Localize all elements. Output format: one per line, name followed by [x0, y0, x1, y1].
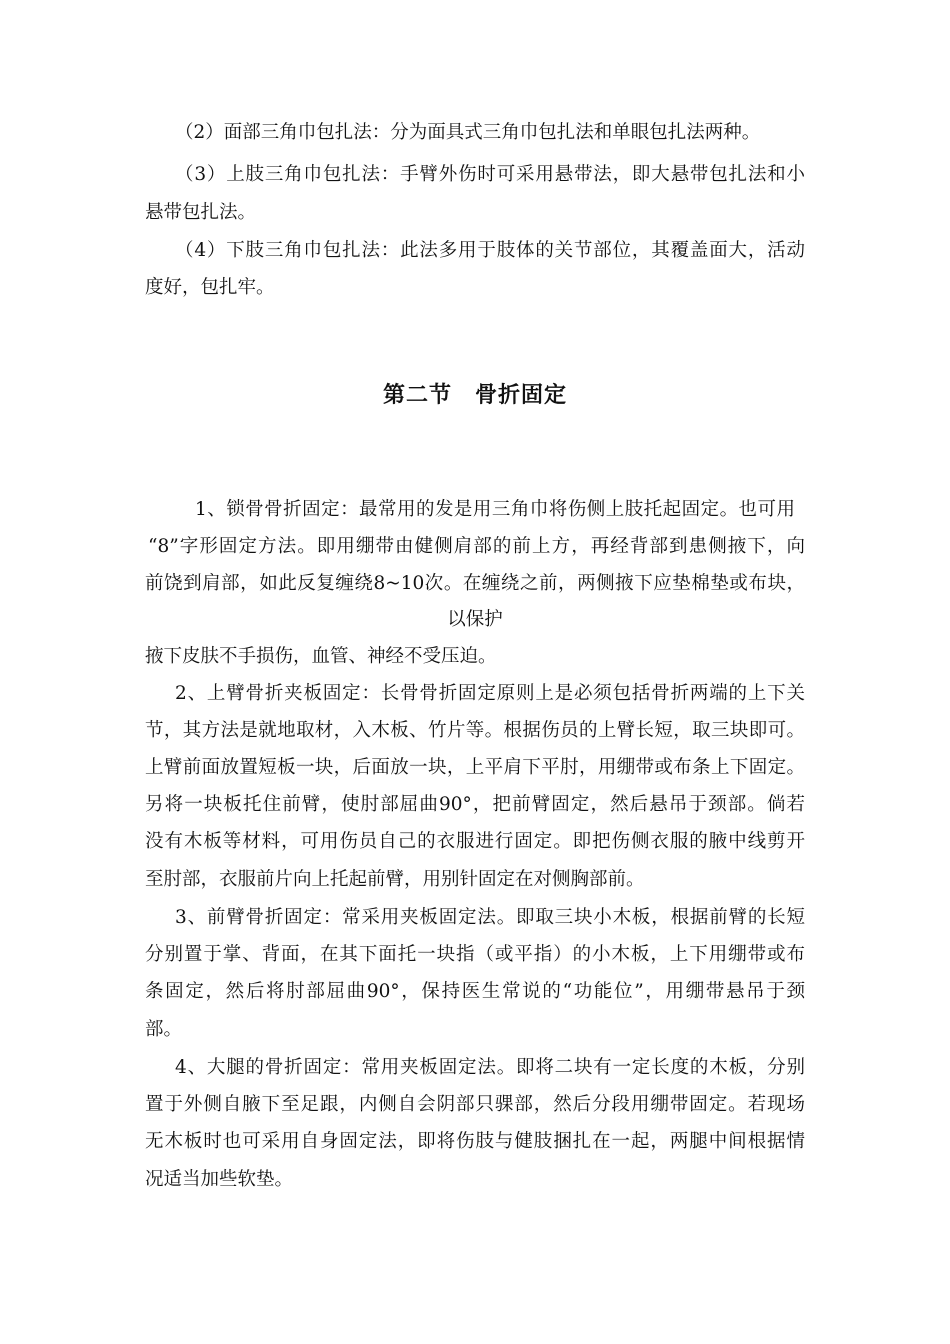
paragraph-line: 悬带包扎法。	[145, 202, 257, 223]
paragraph-line: 没有木板等材料，可用伤员自己的衣服进行固定。即把伤侧衣服的腋中线剪开	[145, 831, 805, 852]
paragraph-line: 另将一块板托住前臂，使肘部屈曲90°，把前臂固定，然后悬吊于颈部。倘若	[145, 794, 805, 815]
paragraph-line: 以保护	[447, 609, 503, 630]
paragraph-line: （4）下肢三角巾包扎法：此法多用于肢体的关节部位，其覆盖面大，活动	[175, 240, 805, 261]
paragraph-line: 况适当加些软垫。	[145, 1169, 294, 1190]
paragraph-line: “8”字形固定方法。即用绷带由健侧肩部的前上方，再经背部到患侧掖下，向	[148, 536, 805, 557]
paragraph-line: 置于外侧自腋下至足跟，内侧自会阴部只骒部，然后分段用绷带固定。若现场	[145, 1094, 805, 1115]
paragraph-line: 分别置于掌、背面，在其下面托一块指（或平指）的小木板，上下用绷带或布	[145, 944, 805, 965]
paragraph-line: 3、前臂骨折固定：常采用夹板固定法。即取三块小木板，根据前臂的长短	[175, 907, 805, 928]
paragraph-line: 前饶到肩部，如此反复缠绕8~10次。在缠绕之前，两侧掖下应垫棉垫或布块，	[145, 573, 805, 594]
paragraph-line: 至肘部，衣服前片向上托起前臂，用别针固定在对侧胸部前。	[145, 869, 645, 890]
paragraph-line: 部。	[145, 1019, 183, 1040]
paragraph-line: 2、上臂骨折夹板固定：长骨骨折固定原则上是必须包括骨折两端的上下关	[175, 683, 805, 704]
paragraph-line: 节，其方法是就地取材，入木板、竹片等。根据伤员的上臂长短，取三块即可。	[145, 720, 805, 741]
paragraph-line: 无木板时也可采用自身固定法，即将伤肢与健肢捆扎在一起，两腿中间根据情	[145, 1131, 805, 1152]
paragraph-line: 掖下皮肤不手损伤，血管、神经不受压迫。	[145, 646, 497, 667]
paragraph-line: 上臂前面放置短板一块，后面放一块，上平肩下平肘，用绷带或布条上下固定。	[145, 757, 805, 778]
paragraph-line: 1、锁骨骨折固定：最常用的发是用三角巾将伤侧上肢托起固定。也可用	[195, 499, 795, 520]
section-title: 第二节 骨折固定	[382, 383, 567, 408]
paragraph-line: （3）上肢三角巾包扎法：手臂外伤时可采用悬带法，即大悬带包扎法和小	[175, 164, 805, 185]
paragraph-line: 4、大腿的骨折固定：常用夹板固定法。即将二块有一定长度的木板，分别	[175, 1057, 805, 1078]
paragraph-line: 度好，包扎牢。	[145, 277, 275, 298]
paragraph-line: （2）面部三角巾包扎法：分为面具式三角巾包扎法和单眼包扎法两种。	[175, 122, 761, 143]
paragraph-line: 条固定，然后将肘部屈曲90°，保持医生常说的“功能位”，用绷带悬吊于颈	[145, 981, 805, 1002]
